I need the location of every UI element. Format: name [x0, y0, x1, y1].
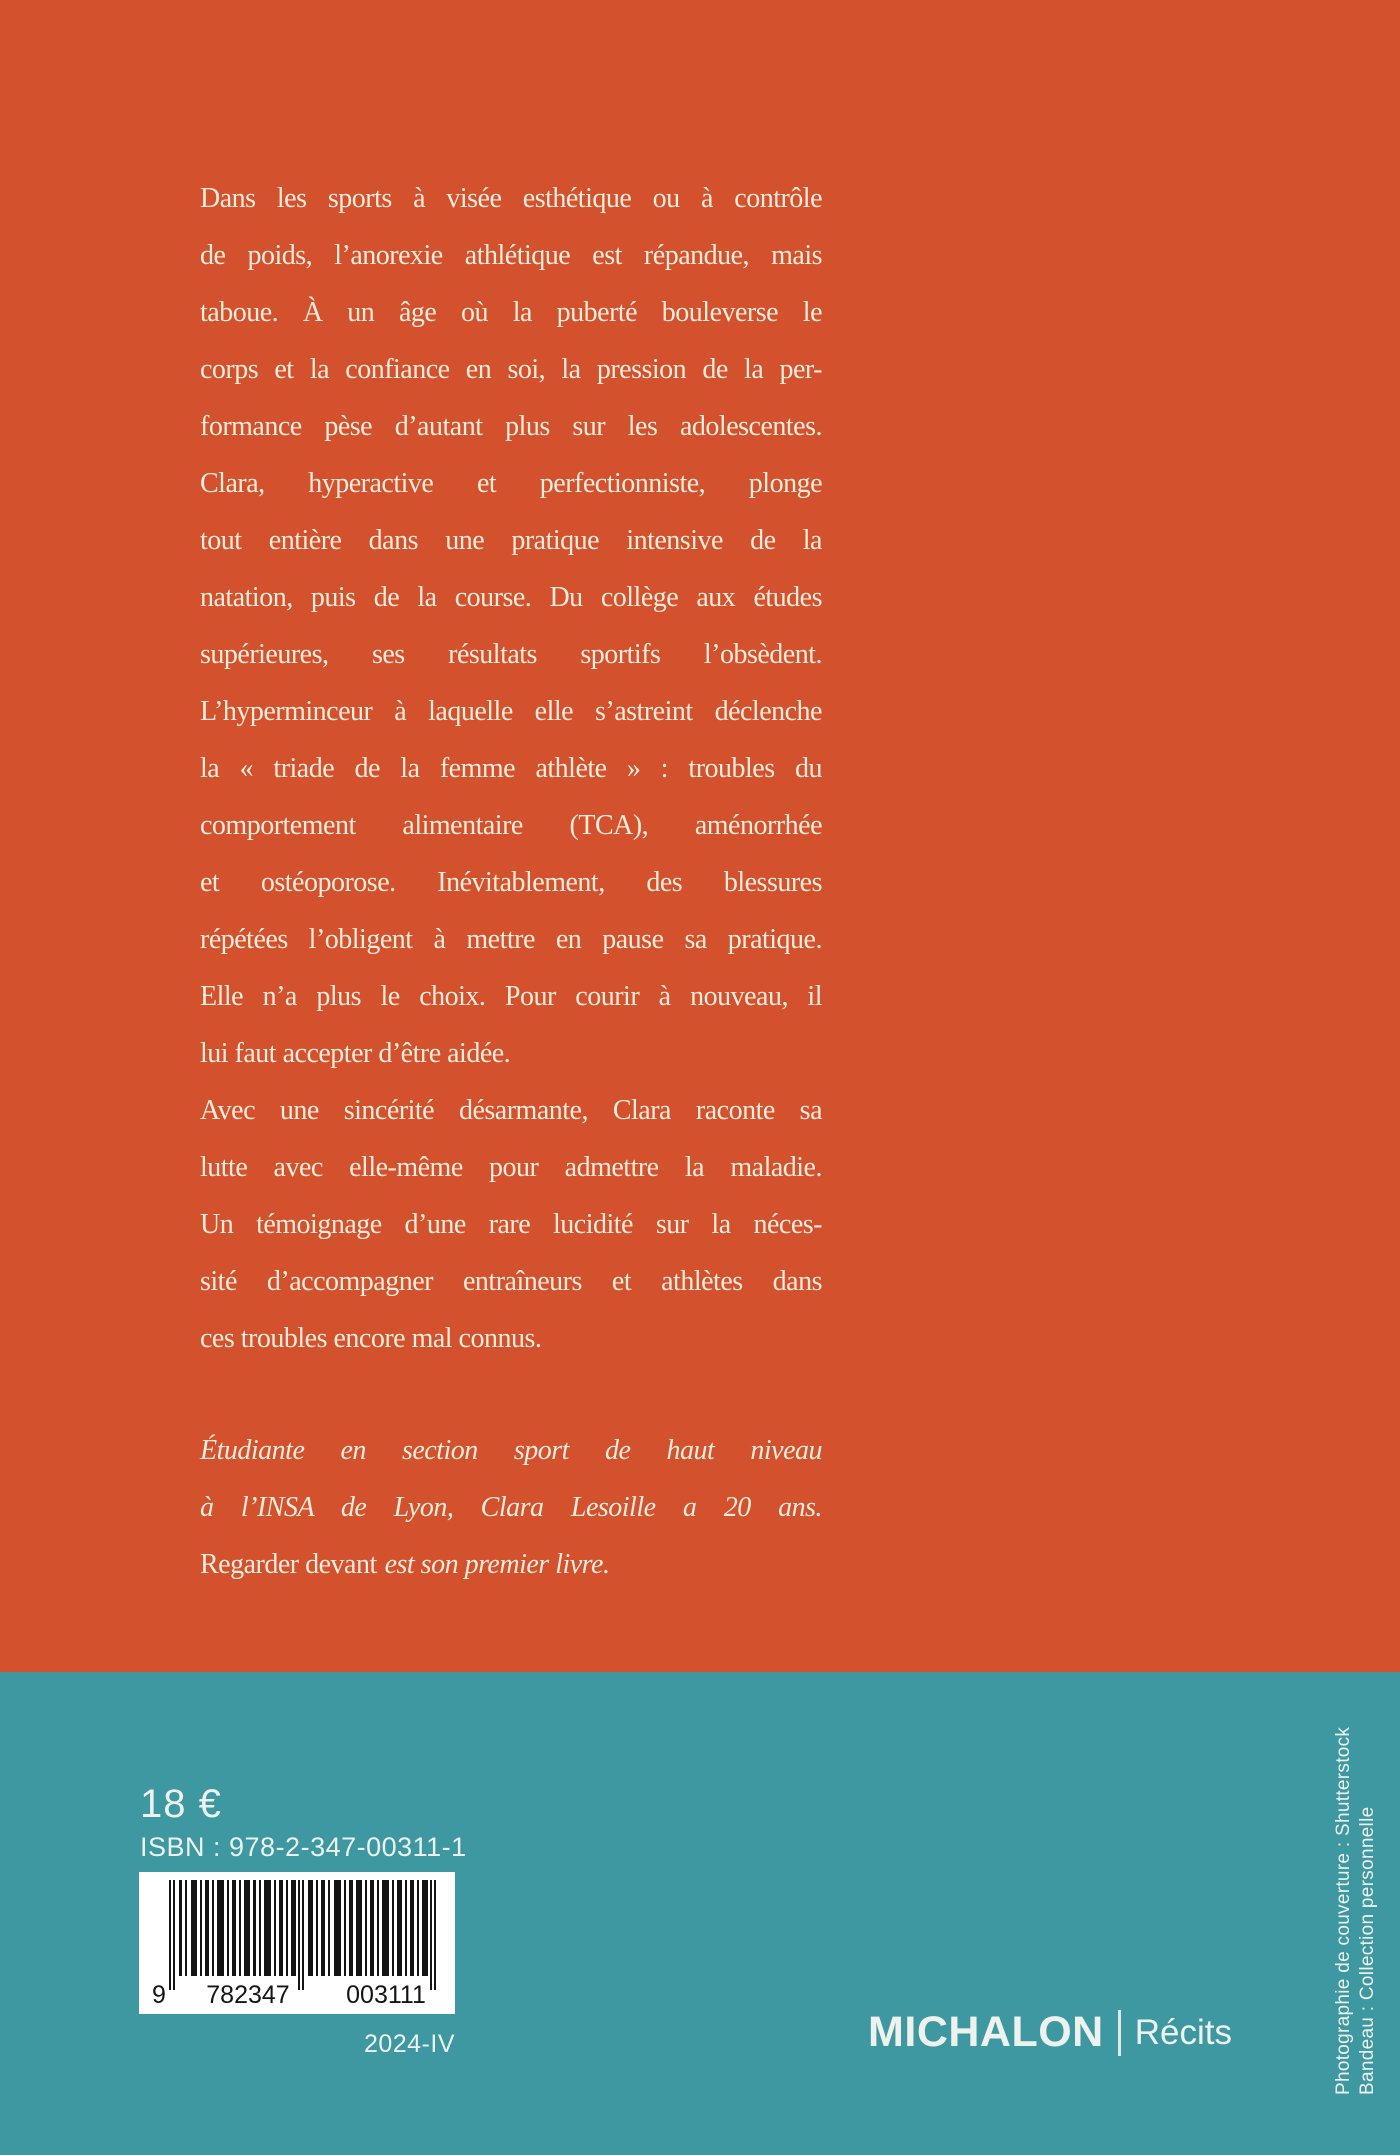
- footer-band: [0, 1672, 1400, 2155]
- synopsis-line: et ostéoporose. Inévitablement, des blessures: [200, 867, 822, 898]
- barcode: [139, 1872, 455, 2014]
- publisher-logo: [868, 2008, 1232, 2057]
- synopsis-line: comportement alimentaire (TCA), aménorrhée: [200, 810, 822, 841]
- synopsis-line: lutte avec elle-même pour admettre la maladie.: [200, 1152, 822, 1183]
- synopsis-line: corps et la confiance en soi, la pression de la per-: [200, 354, 822, 385]
- synopsis-line: répétées l’obligent à mettre en pause sa pratique.: [200, 924, 822, 955]
- barcode-digit-group: 782347: [206, 1981, 290, 2009]
- synopsis-line: Elle n’a plus le choix. Pour courir à nouveau, il: [200, 981, 822, 1012]
- barcode-digits: [139, 1981, 455, 2010]
- synopsis-line: Un témoignage d’une rare lucidité sur la néces-: [200, 1209, 822, 1240]
- author-bio: [200, 1422, 822, 1593]
- synopsis-line: Dans les sports à visée esthétique ou à contrôle: [200, 183, 822, 214]
- barcode-digit-group: 9: [152, 1981, 166, 2009]
- bio-line: à l’INSA de Lyon, Clara Lesoille a 20 ans.: [200, 1492, 822, 1523]
- synopsis-line: taboue. À un âge où la puberté bouleverse le: [200, 297, 822, 328]
- synopsis-line: formance pèse d’autant plus sur les adolescentes.: [200, 411, 822, 442]
- photo-credits: [1332, 1727, 1380, 2095]
- synopsis: [200, 170, 822, 1367]
- isbn: ISBN : 978-2-347-00311-1: [140, 1832, 467, 1862]
- bio-line: Étudiante en section sport de haut niveau: [200, 1435, 822, 1466]
- synopsis-line: supérieures, ses résultats sportifs l’obsèdent.: [200, 639, 822, 670]
- book-title: Regarder devant: [200, 1549, 377, 1580]
- synopsis-line: lui faut accepter d’être aidée.: [200, 1038, 511, 1069]
- synopsis-line: sité d’accompagner entraîneurs et athlètes dans: [200, 1266, 822, 1297]
- text-column: [200, 0, 822, 1593]
- synopsis-line: ces troubles encore mal connus.: [200, 1323, 542, 1354]
- divider-bar: [1118, 2010, 1121, 2056]
- credit-line: Bandeau : Collection personnelle: [1357, 1806, 1378, 2095]
- michalon-wordmark: MICHALON: [868, 2008, 1104, 2056]
- collection-label: Récits: [1134, 2012, 1232, 2052]
- edition-code: 2024-IV: [363, 2030, 455, 2058]
- price: 18 €: [140, 1782, 222, 1826]
- synopsis-line: Clara, hyperactive et perfectionniste, plonge: [200, 468, 822, 499]
- synopsis-line: de poids, l’anorexie athlétique est répandue, mais: [200, 240, 822, 271]
- synopsis-line: L’hyperminceur à laquelle elle s’astreint déclenche: [200, 696, 822, 727]
- synopsis-line: Avec une sincérité désarmante, Clara raconte sa: [200, 1095, 822, 1126]
- synopsis-line: tout entière dans une pratique intensive de la: [200, 525, 822, 556]
- bio-line-rest: est son premier livre.: [384, 1549, 610, 1580]
- synopsis-line: la « triade de la femme athlète » : troubles du: [200, 753, 822, 784]
- barcode-digit-group: 003111: [346, 1981, 426, 2009]
- synopsis-line: natation, puis de la course. Du collège aux études: [200, 582, 822, 613]
- bio-last-line: [200, 1536, 822, 1593]
- credit-line: Photographie de couverture : Shutterstock: [1333, 1726, 1354, 2095]
